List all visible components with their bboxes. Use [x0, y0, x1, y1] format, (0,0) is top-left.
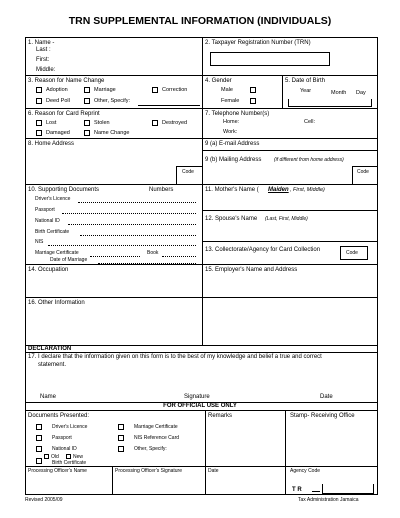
divider: [25, 138, 378, 139]
middle-name-label: Middle:: [36, 67, 56, 73]
name-change-checkbox[interactable]: [84, 130, 90, 136]
numbers-label: Numbers: [149, 187, 174, 193]
office-other-label: Other, Specify:: [134, 446, 167, 452]
home-phone-label: Home:: [223, 119, 240, 125]
office-nis-checkbox[interactable]: [118, 435, 124, 441]
divider: [25, 345, 378, 346]
office-bc-label: Birth Certificate: [52, 460, 87, 466]
email-label: 9 (a) E-mail Address: [205, 141, 260, 147]
office-mc-label: Marriage Certificate: [134, 424, 178, 430]
office-dl-label: Driver's Licence: [52, 424, 88, 430]
book-line[interactable]: [162, 256, 196, 257]
official-use-heading: FOR OFFICIAL USE ONLY: [163, 403, 237, 409]
marriage-cert-label: Marriage Certificate: [35, 250, 79, 256]
stamp-label: Stamp- Receiving Office: [290, 413, 355, 419]
declaration-name-label: Name: [40, 394, 57, 400]
marriage-date-line[interactable]: [98, 263, 196, 264]
deed-poll-checkbox[interactable]: [36, 98, 42, 104]
divider: [202, 241, 378, 242]
birth-cert-label: Birth Certificate: [35, 229, 70, 235]
correction-checkbox[interactable]: [152, 87, 158, 93]
marriage-label: Marriage: [94, 87, 116, 93]
stolen-label: Stolen: [94, 120, 110, 126]
female-checkbox[interactable]: [250, 98, 256, 104]
declaration-heading: DECLARATION: [28, 346, 72, 352]
declaration-line-1: 17. I declare that the information given on this form is to the best of my knowledge and belief a true and correct: [28, 354, 322, 360]
tr-prefix: T R: [292, 487, 302, 493]
drivers-licence-line[interactable]: [78, 202, 196, 203]
supporting-docs-label: 10. Supporting Documents: [28, 187, 100, 193]
marriage-cert-line[interactable]: [90, 256, 140, 257]
work-phone-label: Work:: [223, 129, 238, 135]
passport-label: Passport: [35, 207, 55, 213]
marriage-date-label: Date of Marriage: [50, 257, 88, 263]
office-bc-checkbox[interactable]: [36, 458, 42, 464]
mailing-address-note: (if different from home address): [274, 157, 344, 163]
adoption-label: Adoption: [46, 87, 68, 93]
correction-label: Correction: [162, 87, 188, 93]
divider: [25, 264, 378, 265]
divider: [202, 150, 378, 151]
spouse-name-label: 12. Spouse's Name: [205, 216, 258, 222]
nis-line[interactable]: [48, 245, 196, 246]
office-old-id-label: Old: [51, 454, 59, 460]
cell-phone-label: Cell:: [304, 119, 316, 125]
office-other-checkbox[interactable]: [118, 446, 124, 452]
national-id-label: National ID: [35, 218, 60, 224]
divider: [25, 108, 378, 109]
tr-dash: [312, 491, 320, 492]
office-nid-label: National ID: [52, 446, 77, 452]
name-change-reason-label: 3. Reason for Name Change: [28, 78, 105, 84]
agency-code-input[interactable]: [322, 484, 374, 494]
marriage-checkbox[interactable]: [84, 87, 90, 93]
spouse-name-hint: (Last, First, Middle): [265, 216, 308, 222]
office-divider: [112, 466, 113, 495]
home-address-code-label: Code: [182, 169, 194, 175]
divider: [25, 297, 378, 298]
gender-label: 4. Gender: [205, 78, 232, 84]
mailing-address-code-label: Code: [357, 169, 369, 175]
office-nid-checkbox[interactable]: [36, 446, 42, 452]
telephone-label: 7. Telephone Number(s): [205, 111, 270, 117]
last-name-label: Last :: [36, 47, 51, 53]
mothers-name-hint: , First, Middle): [290, 186, 325, 193]
divider: [202, 210, 378, 211]
divider: [25, 466, 378, 467]
name-change-label: Name Change: [94, 130, 130, 136]
dob-label: 5. Date of Birth: [285, 78, 326, 84]
declaration-date-label: Date: [320, 394, 333, 400]
trn-input[interactable]: [210, 52, 330, 66]
declaration-signature-label: Signature: [184, 394, 210, 400]
male-checkbox[interactable]: [250, 87, 256, 93]
office-old-id-checkbox[interactable]: [44, 454, 49, 459]
dob-year-label: Year: [300, 88, 312, 94]
damaged-label: Damaged: [46, 130, 70, 136]
other-info-label: 16. Other Information: [28, 300, 85, 306]
office-divider: [205, 410, 206, 495]
office-passport-checkbox[interactable]: [36, 435, 42, 441]
office-mc-checkbox[interactable]: [118, 424, 124, 430]
first-name-label: First:: [36, 57, 50, 63]
remarks-label: Remarks: [208, 413, 233, 419]
deed-poll-label: Deed Poll: [46, 98, 70, 104]
destroyed-checkbox[interactable]: [152, 120, 158, 126]
drivers-licence-label: Driver's Licence: [35, 196, 71, 202]
processing-officer-signature-label: Processing Officer's Signature: [115, 468, 183, 474]
collectorate-label: 13. Collectorate/Agency for Card Collection: [205, 247, 321, 253]
adoption-checkbox[interactable]: [36, 87, 42, 93]
other-reason-line[interactable]: [138, 105, 200, 106]
agency-name-label: Tax Administration Jamaica: [298, 497, 359, 503]
destroyed-label: Destroyed: [162, 120, 188, 126]
other-reason-checkbox[interactable]: [84, 98, 90, 104]
damaged-checkbox[interactable]: [36, 130, 42, 136]
stolen-checkbox[interactable]: [84, 120, 90, 126]
processing-officer-name-label: Processing Officer's Name: [28, 468, 87, 474]
maiden-label: Maiden: [268, 187, 289, 193]
office-date-label: Date: [208, 468, 219, 474]
divider: [25, 410, 378, 411]
divider: [25, 184, 378, 185]
dob-divider: [282, 75, 283, 108]
passport-line[interactable]: [62, 213, 196, 214]
office-dl-checkbox[interactable]: [36, 424, 42, 430]
other-reason-label: Other, Specify:: [94, 98, 131, 104]
trn-label: 2. Taxpayer Registration Number (TRN): [205, 40, 311, 46]
lost-label: Lost: [46, 120, 57, 126]
form-title: TRN SUPPLEMENTAL INFORMATION (INDIVIDUALS): [68, 15, 332, 27]
office-new-id-checkbox[interactable]: [66, 454, 71, 459]
birth-cert-line[interactable]: [80, 235, 196, 236]
mailing-address-label: 9 (b) Mailing Address: [205, 157, 262, 163]
reprint-reason-label: 6. Reason for Card Reprint: [28, 111, 100, 117]
documents-presented-label: Documents Presented:: [28, 413, 90, 419]
office-nis-label: NIS Reference Card: [134, 435, 180, 441]
mothers-name-label: 11. Mother's Name (: [205, 187, 259, 193]
divider: [25, 352, 378, 353]
employer-label: 15. Employer's Name and Address: [205, 267, 298, 273]
office-passport-label: Passport: [52, 435, 72, 441]
revision-label: Revised 2005/09: [25, 497, 63, 503]
collectorate-code-label: Code: [346, 250, 358, 256]
national-id-line[interactable]: [68, 224, 196, 225]
dob-input[interactable]: [288, 99, 372, 107]
lost-checkbox[interactable]: [36, 120, 42, 126]
name-label: 1. Name -: [28, 40, 55, 46]
dob-day-label: Day: [356, 90, 366, 96]
office-divider: [285, 410, 286, 495]
divider: [25, 75, 378, 76]
office-new-id-label: New: [73, 454, 84, 460]
agency-code-label: Agency Code: [290, 468, 321, 474]
occupation-label: 14. Occupation: [28, 267, 69, 273]
center-divider: [202, 37, 203, 345]
dob-month-label: Month: [331, 90, 347, 96]
home-address-label: 8. Home Address: [28, 141, 75, 147]
declaration-line-2: statement.: [38, 362, 67, 368]
nis-label: NIS: [35, 239, 44, 245]
male-label: Male: [221, 87, 233, 93]
book-label: Book: [147, 250, 159, 256]
female-label: Female: [221, 98, 240, 104]
